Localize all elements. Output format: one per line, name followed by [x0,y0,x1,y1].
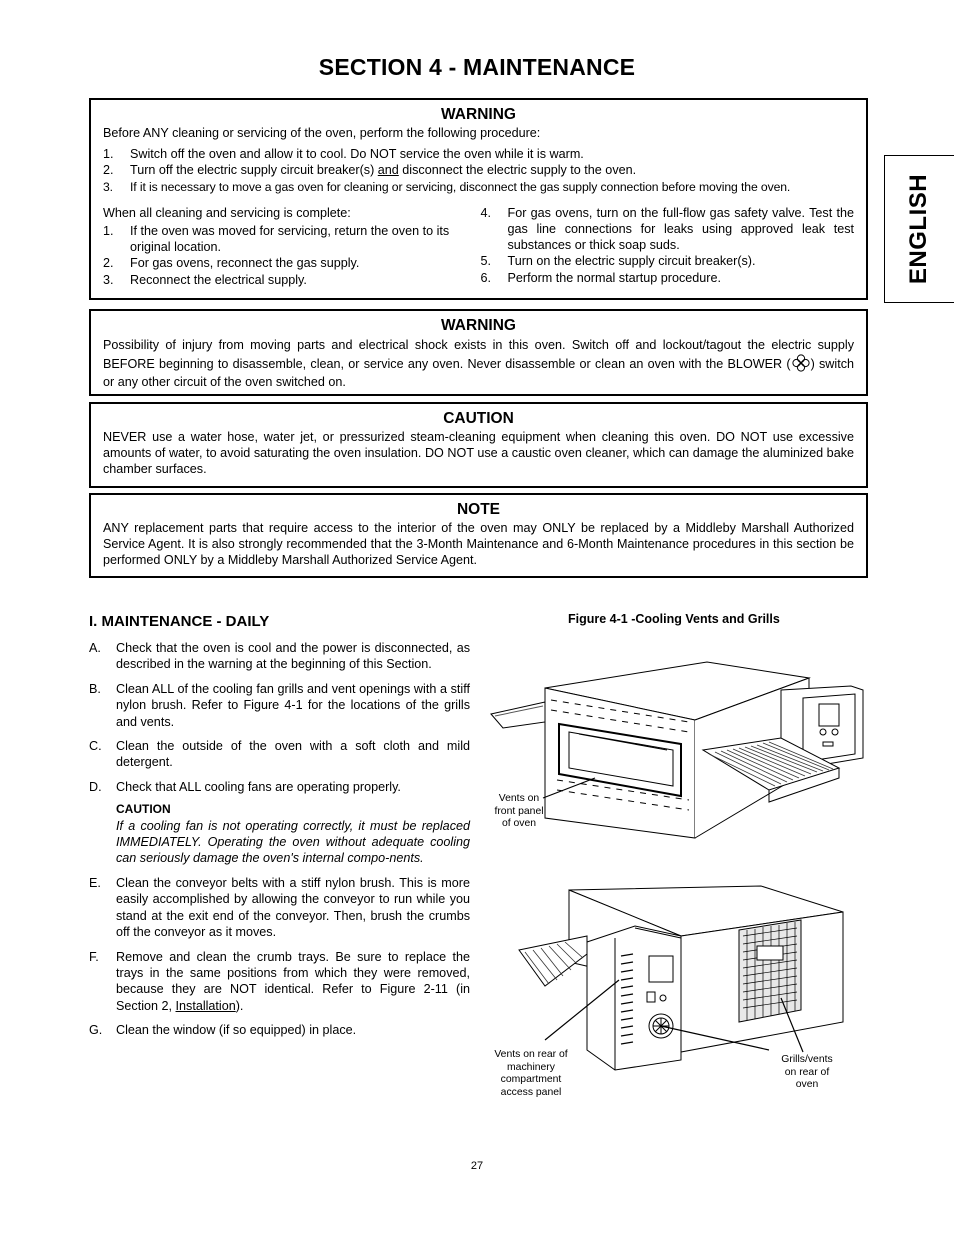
complete-intro: When all cleaning and servicing is complete: [103,205,351,220]
list-item: 2. Turn off the electric supply circuit breaker(s) and disconnect the electric supply to the oven. [103,163,637,178]
note-box [89,493,868,578]
callout-rear-grills: Grills/vents on rear of oven [781,1054,833,1091]
warning-heading: WARNING [441,106,516,123]
list-item: F. Remove and clean the crumb trays. Be sure to replace the trays in the same positions from which they were removed, because they are NOT identical. Refer to Figure 2-11 (in Section 2, Installation). [89,949,470,1013]
fan-caution [89,801,470,867]
list-item: G. Clean the window (if so equipped) in place. [89,1023,357,1038]
complete-steps-right [479,205,855,288]
list-item: 2. For gas ovens, reconnect the gas supply. [103,256,360,271]
oven-illustration [485,650,870,1110]
warning-intro: Before ANY cleaning or servicing of the oven, perform the following procedure: [103,126,541,140]
note-text: ANY replacement parts that require access to the interior of the oven may ONLY be replaced by a Middleby Marshall Authorized Service Agent. It is also strongly recommended that the 3-Month Maintenance and 6-Month Maintenance procedures in this section be performed ONLY by a Middleby Marshall Authorized Service Agent. [103,521,854,568]
list-item: 1. If the oven was moved for servicing, return the oven to its original location. [103,224,450,255]
note-heading: NOTE [456,501,501,518]
list-item: 3. Reconnect the electrical supply. [103,272,307,287]
section-title: SECTION 4 - MAINTENANCE [318,54,636,80]
caution-box [89,402,868,488]
caution-heading: CAUTION [443,410,514,427]
list-item: 1. Switch off the oven and allow it to cool. Do NOT service the oven while it is warm. [103,147,584,162]
figure-caption: Figure 4-1 -Cooling Vents and Grills [568,612,780,626]
list-item: 5. Turn on the electric supply circuit breaker(s). [480,254,756,269]
callout-rear-panel-vents: Vents on rear of machinery compartment access panel [494,1049,568,1098]
warning-heading: WARNING [441,317,516,334]
callout-front-vents: Vents on front panel of oven [494,793,544,830]
list-item: A. Check that the oven is cool and the power is disconnected, as described in the warning at the beginning of this Section. [89,641,470,672]
warning-box-procedure [89,98,868,300]
complete-steps-left [103,205,479,288]
fan-caution-text: If a cooling fan is not operating correctly, it must be replaced IMMEDIATELY. Operating the oven without adequate cooling can seriously damage the oven's internal compo-nents. [116,818,470,866]
language-tab [884,155,954,303]
warning-text: Possibility of injury from moving parts and electrical shock exists in this oven. Switch off and lockout/tagout the electric supply BEFORE beginning to disassemble, clean, or service any oven. Never disassemble or clean an oven with the BLOWER ( ) switch or any other circuit of the oven switched on. [103,338,854,389]
warning-steps [103,146,854,195]
caution-text: NEVER use a water hose, water jet, or pressurized steam-cleaning equipment when cleaning this oven. DO NOT use excessive amounts of water, to avoid saturating the oven insulation. DO NOT use a caustic oven cleaner, which can damage the aluminized bake chamber surfaces. [103,430,854,477]
warning-box-injury [89,309,868,396]
daily-maintenance-list [89,640,470,1047]
list-item: 3. If it is necessary to move a gas oven for cleaning or servicing, disconnect the gas supply connection before moving the oven. [103,179,791,194]
list-item: B. Clean ALL of the cooling fan grills and vent openings with a stiff nylon brush. Refer to Figure 4-1 for the locations of the grills and vents. [89,681,470,729]
list-item: 4. For gas ovens, turn on the full-flow gas safety valve. Test the gas line connections for leaks using approved leak test substances or thick soap suds. [480,205,854,253]
language-tab-label: ENGLISH [905,173,933,285]
list-item: 6. Perform the normal startup procedure. [480,270,721,285]
list-item: C. Clean the outside of the oven with a soft cloth and mild detergent. [89,739,470,770]
page-number: 27 [470,1160,484,1172]
list-item: E. Clean the conveyor belts with a stiff nylon brush. This is more easily accomplished by allowing the conveyor to run while you stand at the exit end of the conveyor. Then, brush the crumbs off the conveyor as it moves. [89,875,470,940]
daily-maintenance-heading: I. MAINTENANCE - DAILY [89,613,270,630]
installation-link: Installation [175,998,236,1013]
fan-caution-title: CAUTION [116,802,171,817]
list-item: D. Check that ALL cooling fans are operating properly. [89,779,401,794]
blower-icon [791,354,811,372]
